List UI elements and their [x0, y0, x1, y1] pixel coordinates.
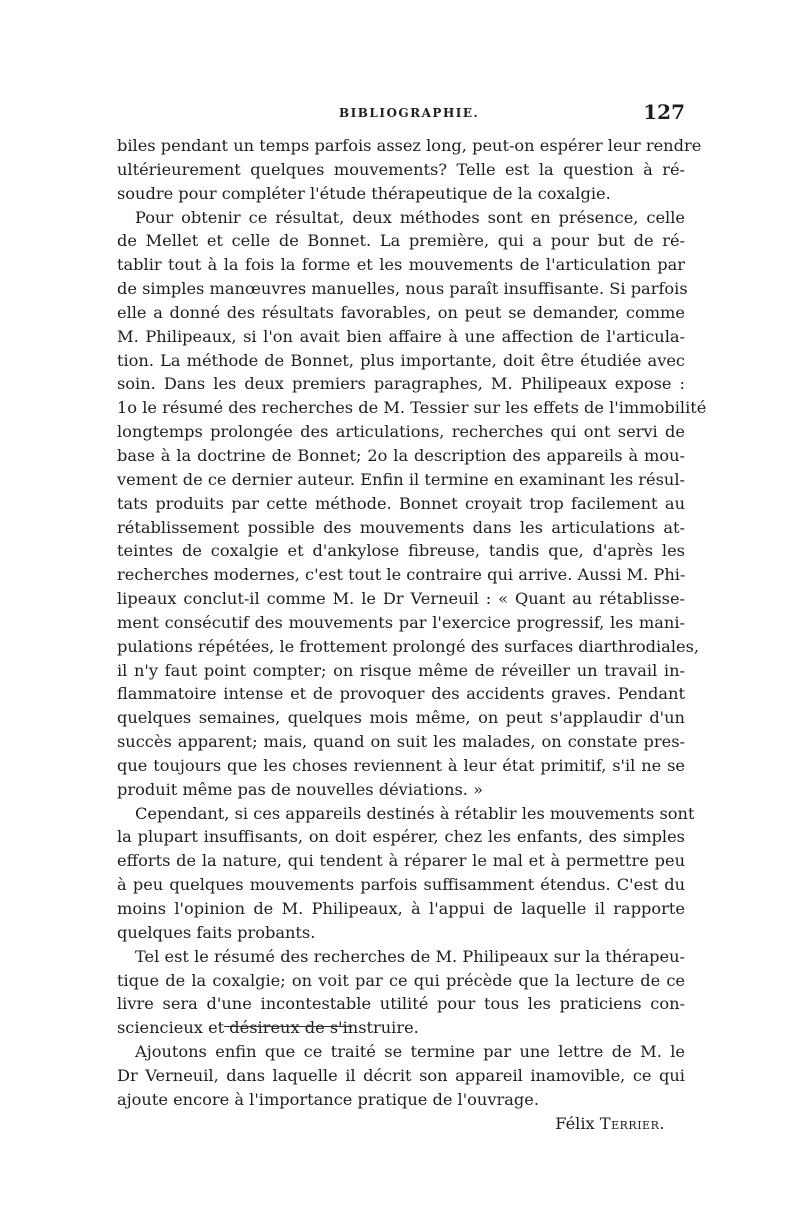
- text-line: à peu quelques mouvements parfois suffisamment étendus. C'est du: [117, 875, 685, 895]
- page-number: 127: [643, 100, 685, 124]
- text-line: soudre pour compléter l'étude thérapeutique de la coxalgie.: [117, 183, 611, 203]
- author-signature: [117, 1112, 665, 1136]
- article-body: [117, 134, 707, 1112]
- text-line: Ajoutons enfin que ce traité se termine par une lettre de M. le: [135, 1042, 685, 1062]
- text-line: succès apparent; mais, quand on suit les malades, on constate pres-: [117, 732, 685, 752]
- text-line: produit même pas de nouvelles déviations. »: [117, 779, 483, 799]
- text-line: recherches modernes, c'est tout le contraire qui arrive. Aussi M. Phi-: [117, 565, 686, 585]
- text-line: efforts de la nature, qui tendent à réparer le mal et à permettre peu: [117, 851, 685, 871]
- paragraph: [117, 1040, 685, 1112]
- text-line: la plupart insuffisants, on doit espérer, chez les enfants, des simples: [117, 827, 685, 847]
- author-first-name: Félix: [555, 1113, 595, 1133]
- text-line: teintes de coxalgie et d'ankylose fibreuse, tandis que, d'après les: [117, 541, 685, 561]
- text-line: rétablissement possible des mouvements dans les articulations at-: [117, 517, 685, 537]
- text-line: livre sera d'une incontestable utilité pour tous les praticiens con-: [117, 994, 685, 1014]
- text-line: pulations répétées, le frottement prolongé des surfaces diarthrodiales,: [117, 636, 700, 656]
- text-line: tique de la coxalgie; on voit par ce qui précède que la lecture de ce: [117, 970, 685, 990]
- text-line: flammatoire intense et de provoquer des accidents graves. Pendant: [117, 684, 685, 704]
- text-line: elle a donné des résultats favorables, on peut se demander, comme: [117, 302, 685, 322]
- running-head: [117, 100, 685, 126]
- text-line: Tel est le résumé des recherches de M. Philipeaux sur la thérapeu-: [135, 946, 685, 966]
- paragraph: [117, 802, 695, 945]
- text-line: sciencieux et désireux de s'instruire.: [117, 1018, 419, 1038]
- text-line: ajoute encore à l'importance pratique de l'ouvrage.: [117, 1089, 539, 1109]
- text-line: base à la doctrine de Bonnet; 2o la description des appareils à mou-: [117, 445, 685, 465]
- text-line: soin. Dans les deux premiers paragraphes, M. Philipeaux expose :: [117, 374, 685, 394]
- text-line: tion. La méthode de Bonnet, plus importante, doit être étudiée avec: [117, 350, 685, 370]
- text-line: ultérieurement quelques mouvements? Telle est la question à ré-: [117, 159, 685, 179]
- author-surname: Terrier.: [599, 1113, 665, 1133]
- paragraph: [117, 134, 702, 206]
- text-line: M. Philipeaux, si l'on avait bien affaire à une affection de l'articula-: [117, 326, 685, 346]
- text-line: Dr Verneuil, dans laquelle il décrit son appareil inamovible, ce qui: [117, 1065, 685, 1085]
- paragraph: [117, 945, 685, 1040]
- text-line: que toujours que les choses reviennent à leur état primitif, s'il ne se: [117, 755, 685, 775]
- text-line: longtemps prolongée des articulations, recherches qui ont servi de: [117, 422, 685, 442]
- text-line: Cependant, si ces appareils destinés à rétablir les mouvements sont: [135, 803, 695, 823]
- text-line: quelques semaines, quelques mois même, on peut s'applaudir d'un: [117, 708, 685, 728]
- text-line: tablir tout à la fois la forme et les mouvements de l'articulation par: [117, 255, 685, 275]
- text-line: tats produits par cette méthode. Bonnet croyait trop facilement au: [117, 493, 685, 513]
- text-line: Pour obtenir ce résultat, deux méthodes sont en présence, celle: [135, 207, 685, 227]
- text-line: ment consécutif des mouvements par l'exercice progressif, les mani-: [117, 612, 685, 632]
- book-page: [117, 100, 707, 1136]
- running-title: BIBLIOGRAPHIE.: [339, 106, 480, 120]
- text-line: vement de ce dernier auteur. Enfin il termine en examinant les résul-: [117, 469, 685, 489]
- paragraph: [117, 206, 707, 802]
- text-line: de Mellet et celle de Bonnet. La première, qui a pour but de ré-: [117, 231, 685, 251]
- text-line: biles pendant un temps parfois assez long, peut-on espérer leur rendre: [117, 136, 702, 155]
- text-line: 1o le résumé des recherches de M. Tessier sur les effets de l'immobilité: [117, 398, 707, 418]
- text-line: il n'y faut point compter; on risque même de réveiller un travail in-: [117, 660, 685, 680]
- text-line: de simples manœuvres manuelles, nous paraît insuffisante. Si parfois: [117, 279, 688, 299]
- text-line: quelques faits probants.: [117, 922, 316, 942]
- footer-rule: [224, 1026, 352, 1027]
- text-line: lipeaux conclut-il comme M. le Dr Verneuil : « Quant au rétablisse-: [117, 589, 685, 609]
- text-line: moins l'opinion de M. Philipeaux, à l'appui de laquelle il rapporte: [117, 899, 685, 918]
